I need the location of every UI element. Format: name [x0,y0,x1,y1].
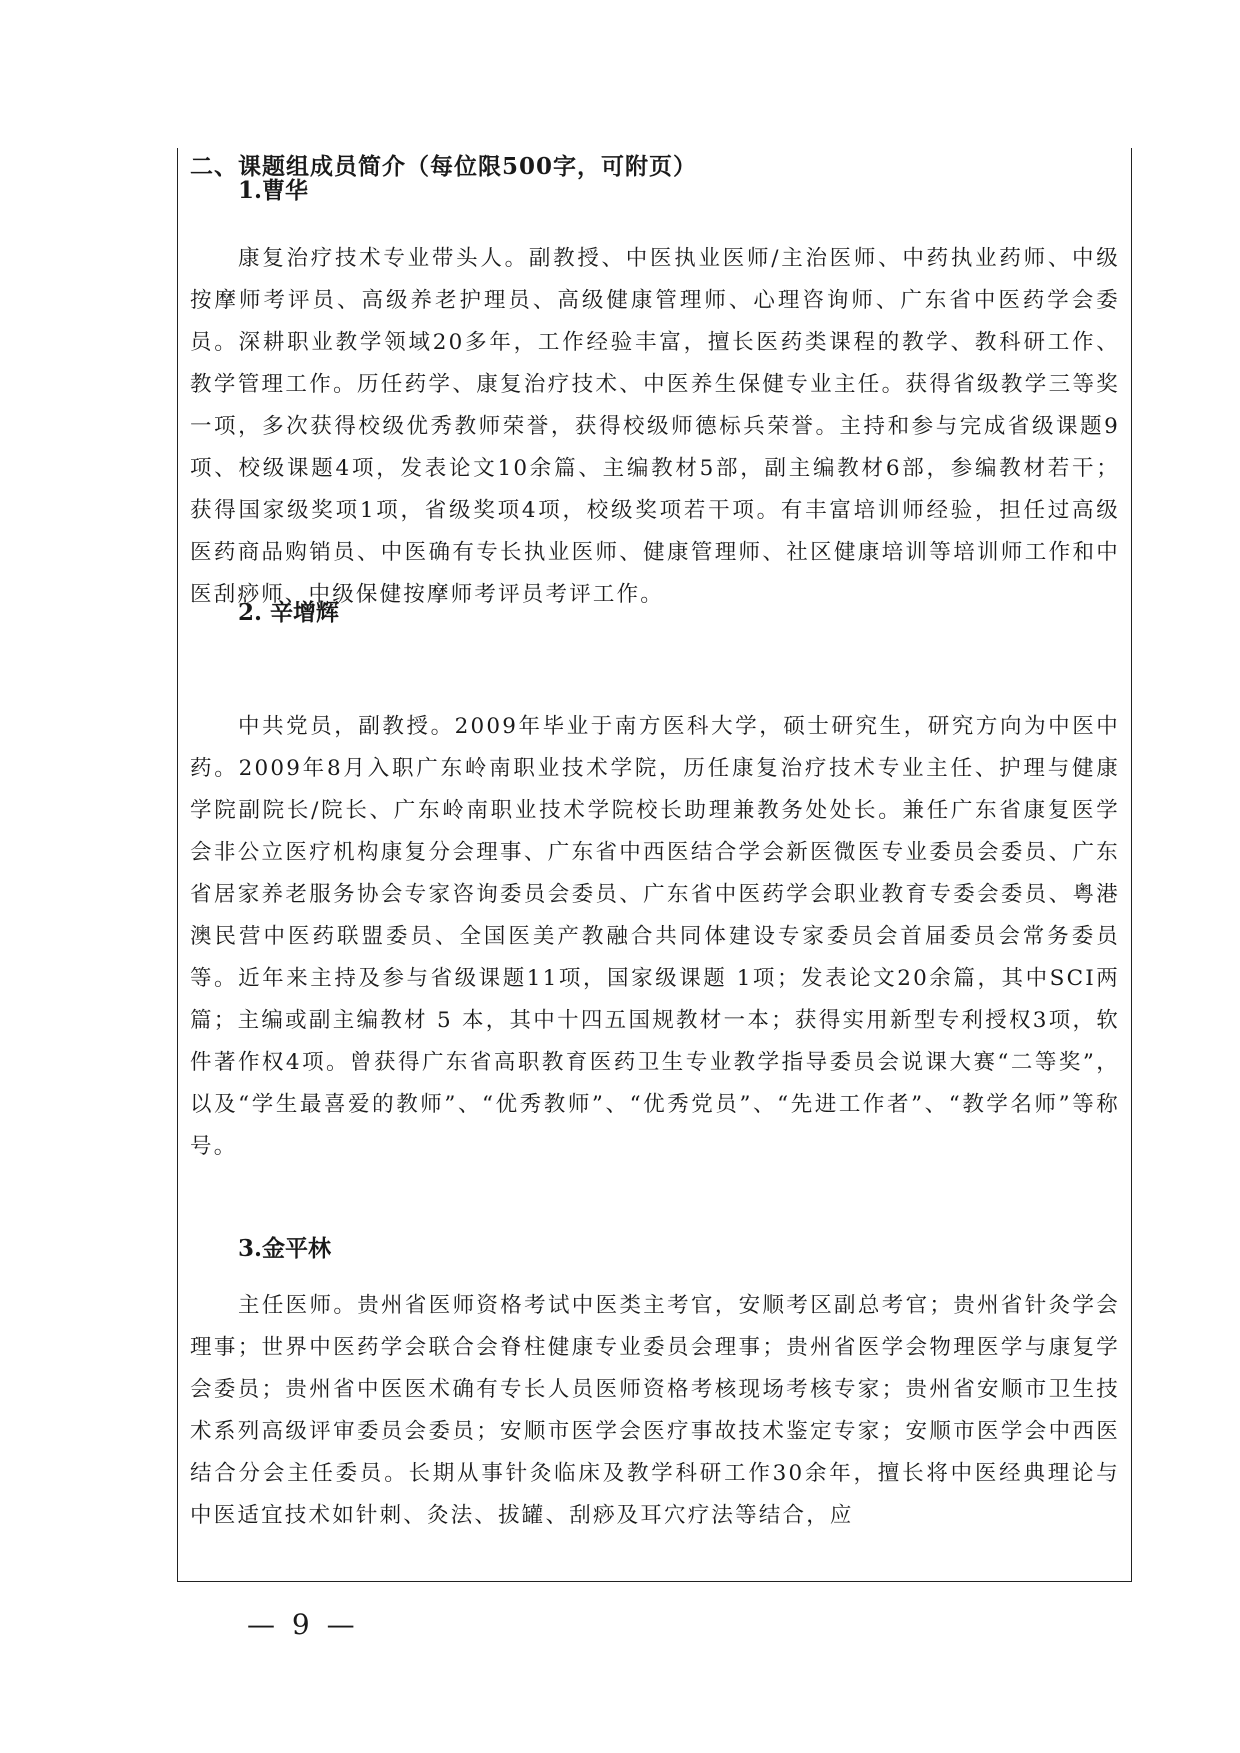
member-bio-1: 康复治疗技术专业带头人。副教授、中医执业医师/主治医师、中药执业药师、中级按摩师考评员、高级养老护理员、高级健康管理师、心理咨询师、广东省中医药学会委员。深耕职业教学领域20多年，工作经验丰富，擅长医药类课程的教学、教科研工作、教学管理工作。历任药学、康复治疗技术、中医养生保健专业主任。获得省级教学三等奖一项，多次获得校级优秀教师荣誉，获得校级师德标兵荣誉。主持和参与完成省级课题9项、校级课题4项，发表论文10余篇、主编教材5部，副主编教材6部，参编教材若干；获得国家级奖项1项，省级奖项4项，校级奖项若干项。有丰富培训师经验，担任过高级医药商品购销员、中医确有专长执业医师、健康管理师、社区健康培训等培训师工作和中医刮痧师、中级保健按摩师考评员考评工作。 [190,246,1120,607]
page-number: — 9 — [247,1608,359,1641]
member-name-3: 3.金平林 [238,1235,332,1262]
member-bio-2: 中共党员，副教授。2009年毕业于南方医科大学，硕士研究生，研究方向为中医中药。2009年8月入职广东岭南职业技术学院，历任康复治疗技术专业主任、护理与健康学院副院长/院长、广东岭南职业技术学院校长助理兼教务处处长。兼任广东省康复医学会非公立医疗机构康复分会理事、广东省中西医结合学会新医微医专业委员会委员、广东省居家养老服务协会专家咨询委员会委员、广东省中医药学会职业教育专委会委员、粤港澳民营中医药联盟委员、全国医美产教融合共同体建设专家委员会首届委员会常务委员等。近年来主持及参与省级课题11项，国家级课题 1项；发表论文20余篇，其中SCI两篇；主编或副主编教材 5 本，其中十四五国规教材一本；获得实用新型专利授权3项，软件著作权4项。曾获得广东省高职教育医药卫生专业教学指导委员会说课大赛“二等奖”，以及“学生最喜爱的教师”、“优秀教师”、“优秀党员”、“先进工作者”、“教学名师”等称号。 [190,714,1120,1159]
member-bio-3: 主任医师。贵州省医师资格考试中医类主考官，安顺考区副总考官；贵州省针灸学会理事；世界中医药学会联合会脊柱健康专业委员会理事；贵州省医学会物理医学与康复学会委员；贵州省中医医术确有专长人员医师资格考核现场考核专家；贵州省安顺市卫生技术系列高级评审委员会委员；安顺市医学会医疗事故技术鉴定专家；安顺市医学会中西医结合分会主任委员。长期从事针灸临床及教学科研工作30余年，擅长将中医经典理论与中医适宜技术如针刺、灸法、拔罐、刮痧及耳穴疗法等结合，应 [190,1293,1120,1528]
section-heading: 二、课题组成员简介（每位限500字，可附页） [190,153,698,180]
member-name-1: 1.曹华 [238,177,309,204]
member-name-2: 2. 辛增辉 [238,599,340,626]
